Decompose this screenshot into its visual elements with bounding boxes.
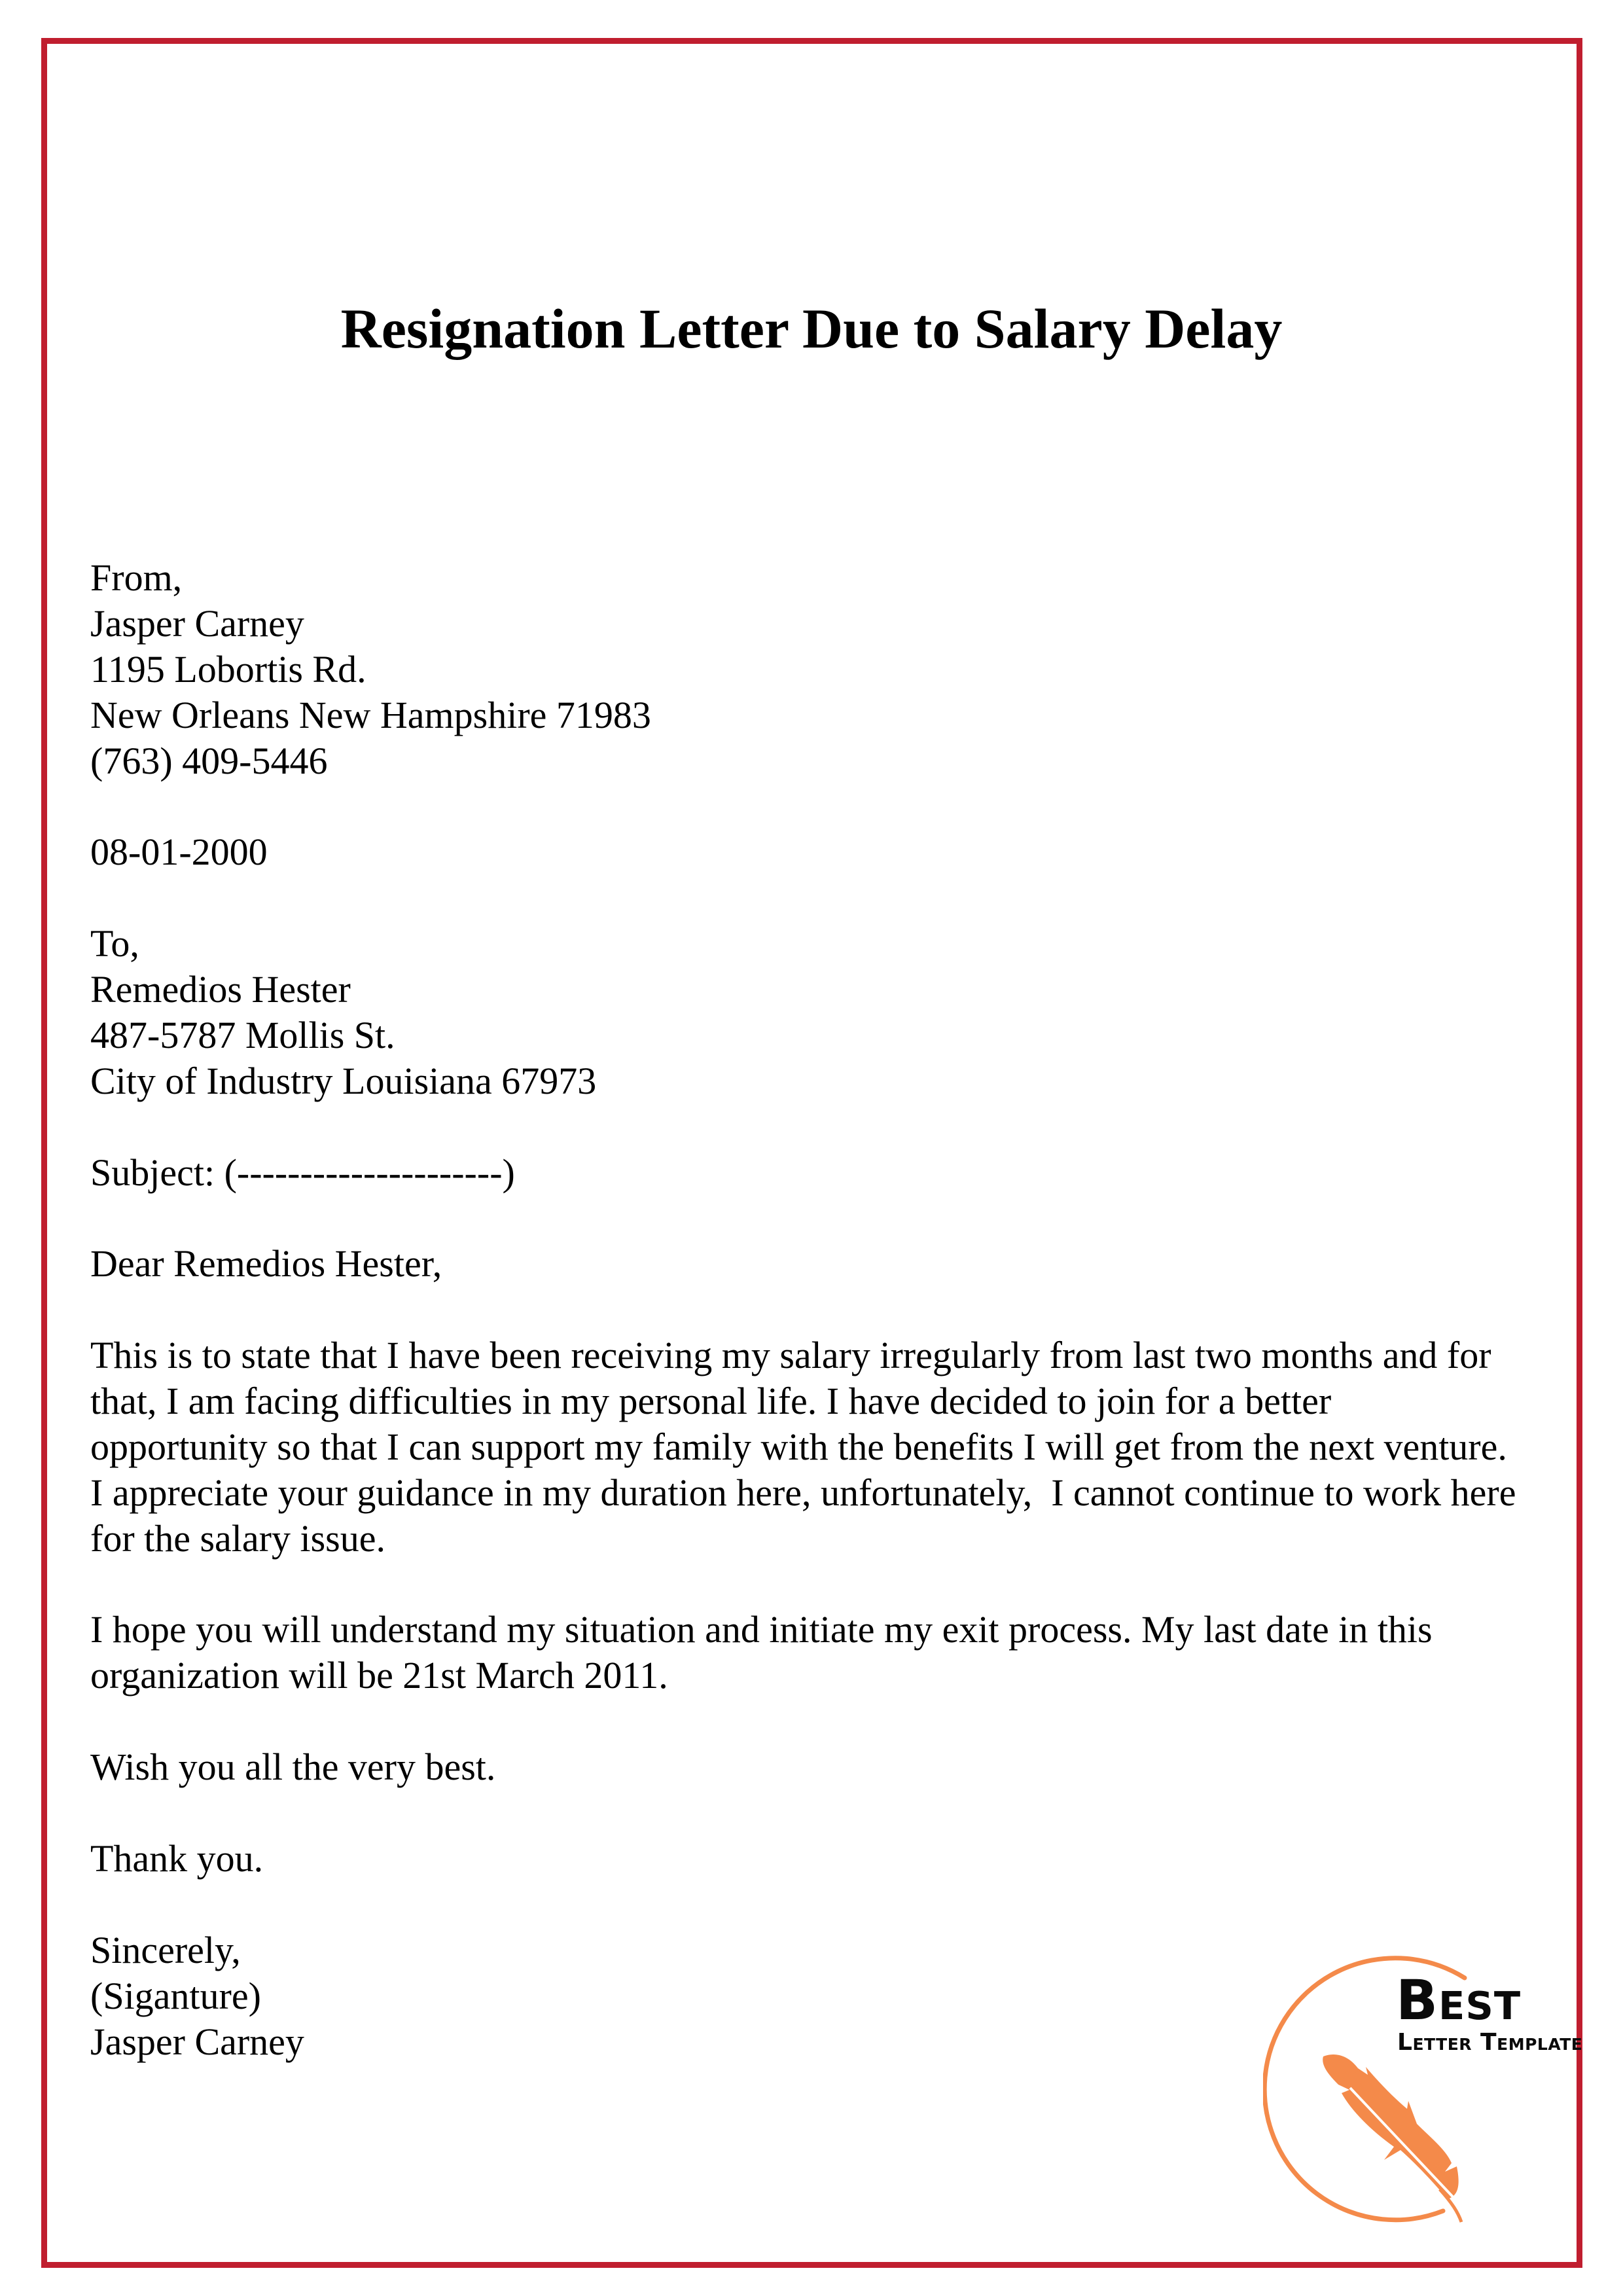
signature-placeholder: (Siganture) xyxy=(90,1974,261,2017)
paragraph-1 xyxy=(90,1333,1576,1561)
logo-feather xyxy=(1323,2054,1458,2199)
recipient-name: Remedios Hester xyxy=(90,968,351,1011)
paragraph-line: for the salary issue. xyxy=(90,1516,385,1560)
logo-brand-main: Best xyxy=(1396,1968,1522,2032)
salutation: Dear Remedios Hester, xyxy=(90,1242,442,1285)
paragraph-2 xyxy=(90,1607,1576,1698)
sender-address-line1: 1195 Lobortis Rd. xyxy=(90,647,366,691)
recipient-address-line2: City of Industry Louisiana 67973 xyxy=(90,1059,597,1102)
paragraph-line: This is to state that I have been receiving my salary irregularly from last two months and for xyxy=(90,1334,1491,1377)
sender-block xyxy=(90,555,1576,783)
logo-feather-shaft xyxy=(1350,2088,1458,2202)
paragraph-line: I hope you will understand my situation and initiate my exit process. My last date in this xyxy=(90,1608,1433,1651)
paragraph-line: that, I am facing difficulties in my personal life. I have decided to join for a better xyxy=(90,1380,1332,1423)
recipient-label: To, xyxy=(90,922,139,965)
paragraph-line: opportunity so that I can support my family with the benefits I will get from the next venture. xyxy=(90,1425,1507,1468)
logo-brand-sub: Letter Template xyxy=(1397,2029,1583,2056)
recipient-address-line1: 487-5787 Mollis St. xyxy=(90,1013,395,1056)
recipient-block xyxy=(90,921,1576,1104)
letter-date: 08-01-2000 xyxy=(90,831,268,874)
sender-phone: (763) 409-5446 xyxy=(90,739,328,782)
thanks-line: Thank you. xyxy=(90,1837,264,1880)
paragraph-line: organization will be 21st March 2011. xyxy=(90,1654,668,1697)
paragraph-line: I appreciate your guidance in my duration here, unfortunately, I cannot continue to work here xyxy=(90,1471,1516,1514)
subject-line: Subject: (---------------------) xyxy=(90,1151,515,1194)
wish-line: Wish you all the very best. xyxy=(90,1746,496,1789)
sender-label: From, xyxy=(90,556,183,599)
sender-name: Jasper Carney xyxy=(90,601,304,645)
document-title: Resignation Letter Due to Salary Delay xyxy=(340,297,1283,360)
letter-body xyxy=(90,555,1576,2064)
signer-name: Jasper Carney xyxy=(90,2020,304,2063)
closing: Sincerely, xyxy=(90,1928,241,1971)
sender-address-line2: New Orleans New Hampshire 71983 xyxy=(90,693,651,736)
